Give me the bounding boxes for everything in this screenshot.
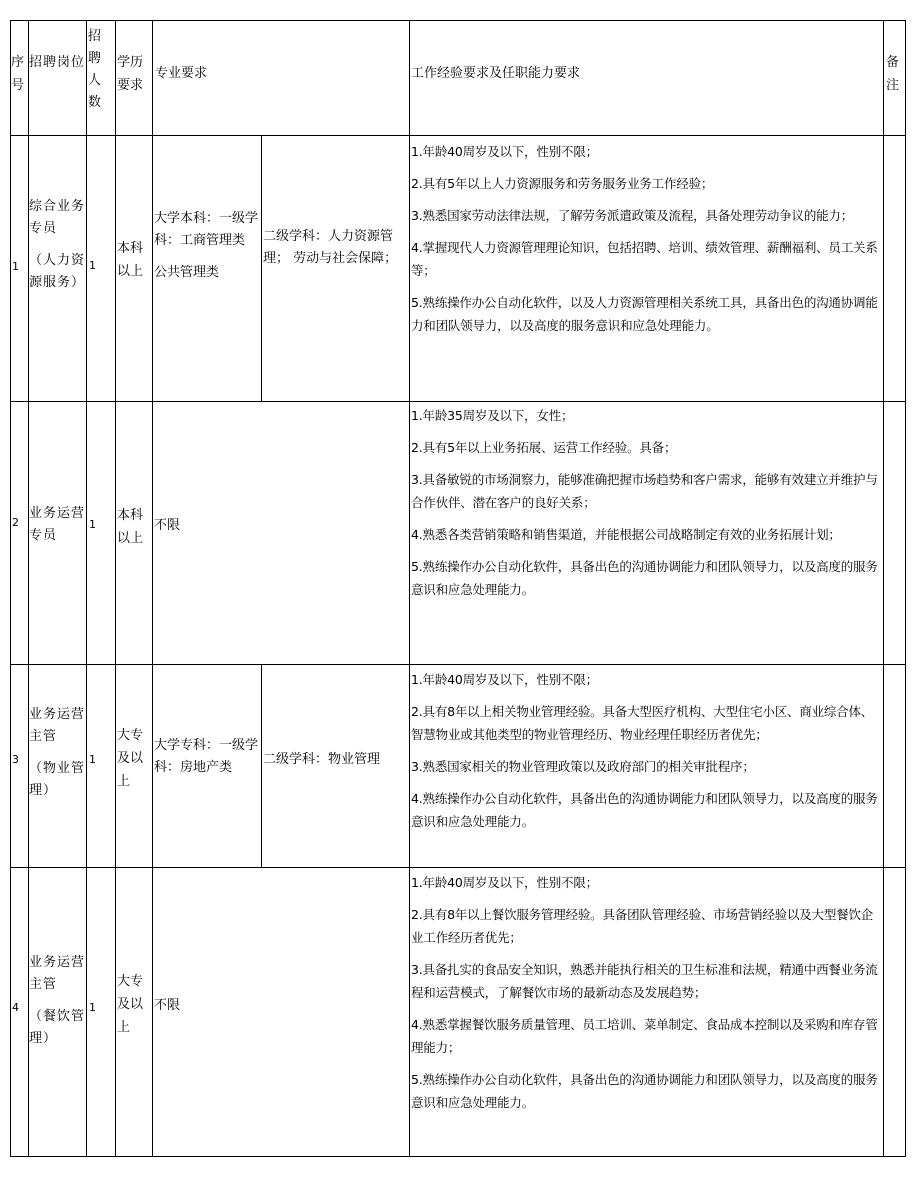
row-2-count: 1 bbox=[89, 518, 96, 531]
col-rule-requirements bbox=[883, 20, 884, 1157]
row-1-position-sub: （人力资源服务） bbox=[29, 253, 86, 290]
requirement-item: 5.熟练操作办公自动化软件，具备出色的沟通协调能力和团队领导力，以及高度的服务意识和应急处理能力。 bbox=[411, 1072, 878, 1110]
row-2-education: 本科以上 bbox=[117, 508, 144, 546]
row-1-major-primary-extra: 公共管理类 bbox=[154, 265, 220, 280]
row-3-education: 大专及以上 bbox=[117, 728, 144, 789]
row-1-education: 本科以上 bbox=[117, 241, 144, 279]
col-rule-education bbox=[152, 20, 153, 1157]
row-2-seq: 2 bbox=[12, 516, 19, 529]
row-1-position bbox=[29, 196, 85, 294]
row-4-major: 不限 bbox=[154, 998, 181, 1013]
row-4-education: 大专及以上 bbox=[117, 974, 144, 1035]
row-4-requirements bbox=[411, 871, 882, 1114]
row-1-seq: 1 bbox=[12, 260, 19, 273]
row-1-major-secondary: 二级学科：人力资源管理； 劳动与社会保障； bbox=[263, 229, 398, 266]
row-3-position bbox=[29, 704, 85, 802]
header-major: 专业要求 bbox=[155, 66, 208, 81]
row-3-position-sub: （物业管理） bbox=[29, 761, 86, 798]
header-bottom-rule bbox=[10, 135, 906, 136]
col-rule-right bbox=[905, 20, 906, 1157]
row-3-major-primary: 大学专科：一级学科：房地产类 bbox=[154, 738, 259, 775]
row-3-position-main: 业务运营主管 bbox=[29, 707, 86, 744]
row-4-count: 1 bbox=[89, 1001, 96, 1014]
row-3-major-secondary: 二级学科：物业管理 bbox=[263, 752, 381, 767]
row-3-seq: 3 bbox=[12, 753, 19, 766]
requirement-item: 5.熟练操作办公自动化软件，以及人力资源管理相关系统工具，具备出色的沟通协调能力和团队领导力，以及高度的服务意识和应急处理能力。 bbox=[411, 295, 878, 333]
requirement-item: 3.具备敏锐的市场洞察力，能够准确把握市场趋势和客户需求，能够有效建立并维护与合作伙伴、潜在客户的良好关系； bbox=[411, 472, 878, 510]
row-1-major-primary bbox=[154, 208, 260, 284]
requirement-item: 4.熟悉掌握餐饮服务质量管理、员工培训、菜单制定、食品成本控制以及采购和库存管理能力； bbox=[411, 1017, 878, 1055]
requirement-item: 3.熟悉国家相关的物业管理政策以及政府部门的相关审批程序； bbox=[411, 759, 755, 774]
header-requirements: 工作经验要求及任职能力要求 bbox=[411, 66, 581, 81]
row-1-bottom-rule bbox=[10, 401, 906, 402]
row-4-position-main: 业务运营主管 bbox=[29, 955, 86, 992]
row-2-requirements bbox=[411, 404, 882, 601]
row-1-count: 1 bbox=[89, 259, 96, 272]
requirement-item: 2.具有8年以上餐饮服务管理经验。具备团队管理经验、市场营销经验以及大型餐饮企业工作经历者优先； bbox=[411, 907, 874, 945]
requirement-item: 1.年龄40周岁及以下，性别不限； bbox=[411, 144, 598, 159]
requirement-item: 2.具有8年以上相关物业管理经验。具备大型医疗机构、大型住宅小区、商业综合体、智慧物业或其他类型的物业管理经历、物业经理任职经历者优先； bbox=[411, 704, 874, 742]
row-4-seq: 4 bbox=[12, 1001, 19, 1014]
requirement-item: 5.熟练操作办公自动化软件，具备出色的沟通协调能力和团队领导力，以及高度的服务意识和应急处理能力。 bbox=[411, 559, 878, 597]
row-2-position: 业务运营专员 bbox=[29, 506, 86, 543]
table-border-bottom bbox=[10, 1156, 906, 1157]
row-2-bottom-rule bbox=[10, 664, 906, 665]
requirement-item: 2.具有5年以上业务拓展、运营工作经验。具备； bbox=[411, 440, 677, 455]
requirement-item: 2.具有5年以上人力资源服务和劳务服务业务工作经验； bbox=[411, 176, 714, 191]
requirement-item: 3.具备扎实的食品安全知识，熟悉并能执行相关的卫生标准和法规，精通中西餐业务流程和运营模式，了解餐饮市场的最新动态及发展趋势； bbox=[411, 962, 878, 1000]
row-2-major: 不限 bbox=[154, 518, 181, 533]
requirement-item: 1.年龄35周岁及以下，女性； bbox=[411, 408, 574, 423]
row-4-position bbox=[29, 952, 85, 1050]
col-rule-position bbox=[86, 20, 87, 1157]
header-count: 招聘人数 bbox=[88, 29, 102, 110]
col-rule-major-split-1 bbox=[261, 135, 262, 402]
row-3-bottom-rule bbox=[10, 867, 906, 868]
row-3-count: 1 bbox=[89, 753, 96, 766]
row-4-position-sub: （餐饮管理） bbox=[29, 1009, 86, 1046]
col-rule-count bbox=[115, 20, 116, 1157]
header-education: 学历要求 bbox=[117, 55, 144, 93]
requirement-item: 3.熟悉国家劳动法律法规，了解劳务派遣政策及流程，具备处理劳动争议的能力； bbox=[411, 208, 854, 223]
row-3-requirements bbox=[411, 668, 882, 833]
row-1-major-primary-text: 大学本科：一级学科：工商管理类 bbox=[154, 211, 259, 248]
row-1-requirements bbox=[411, 140, 882, 337]
col-rule-major-split-3 bbox=[261, 664, 262, 868]
requirement-item: 4.熟悉各类营销策略和销售渠道，并能根据公司战略制定有效的业务拓展计划； bbox=[411, 527, 841, 542]
header-remarks: 备注 bbox=[886, 55, 900, 93]
requirement-item: 4.掌握现代人力资源管理理论知识，包括招聘、培训、绩效管理、薪酬福利、员工关系等； bbox=[411, 240, 878, 278]
requirement-item: 1.年龄40周岁及以下，性别不限； bbox=[411, 672, 598, 687]
row-1-position-main: 综合业务专员 bbox=[29, 199, 86, 236]
header-seq: 序号 bbox=[11, 55, 25, 93]
requirement-item: 1.年龄40周岁及以下，性别不限； bbox=[411, 875, 598, 890]
col-rule-major bbox=[409, 20, 410, 1157]
table-border-top bbox=[10, 20, 906, 21]
requirement-item: 4.熟练操作办公自动化软件，具备出色的沟通协调能力和团队领导力，以及高度的服务意识和应急处理能力。 bbox=[411, 791, 878, 829]
header-position: 招聘岗位 bbox=[29, 55, 86, 70]
col-rule-left bbox=[10, 20, 11, 1157]
